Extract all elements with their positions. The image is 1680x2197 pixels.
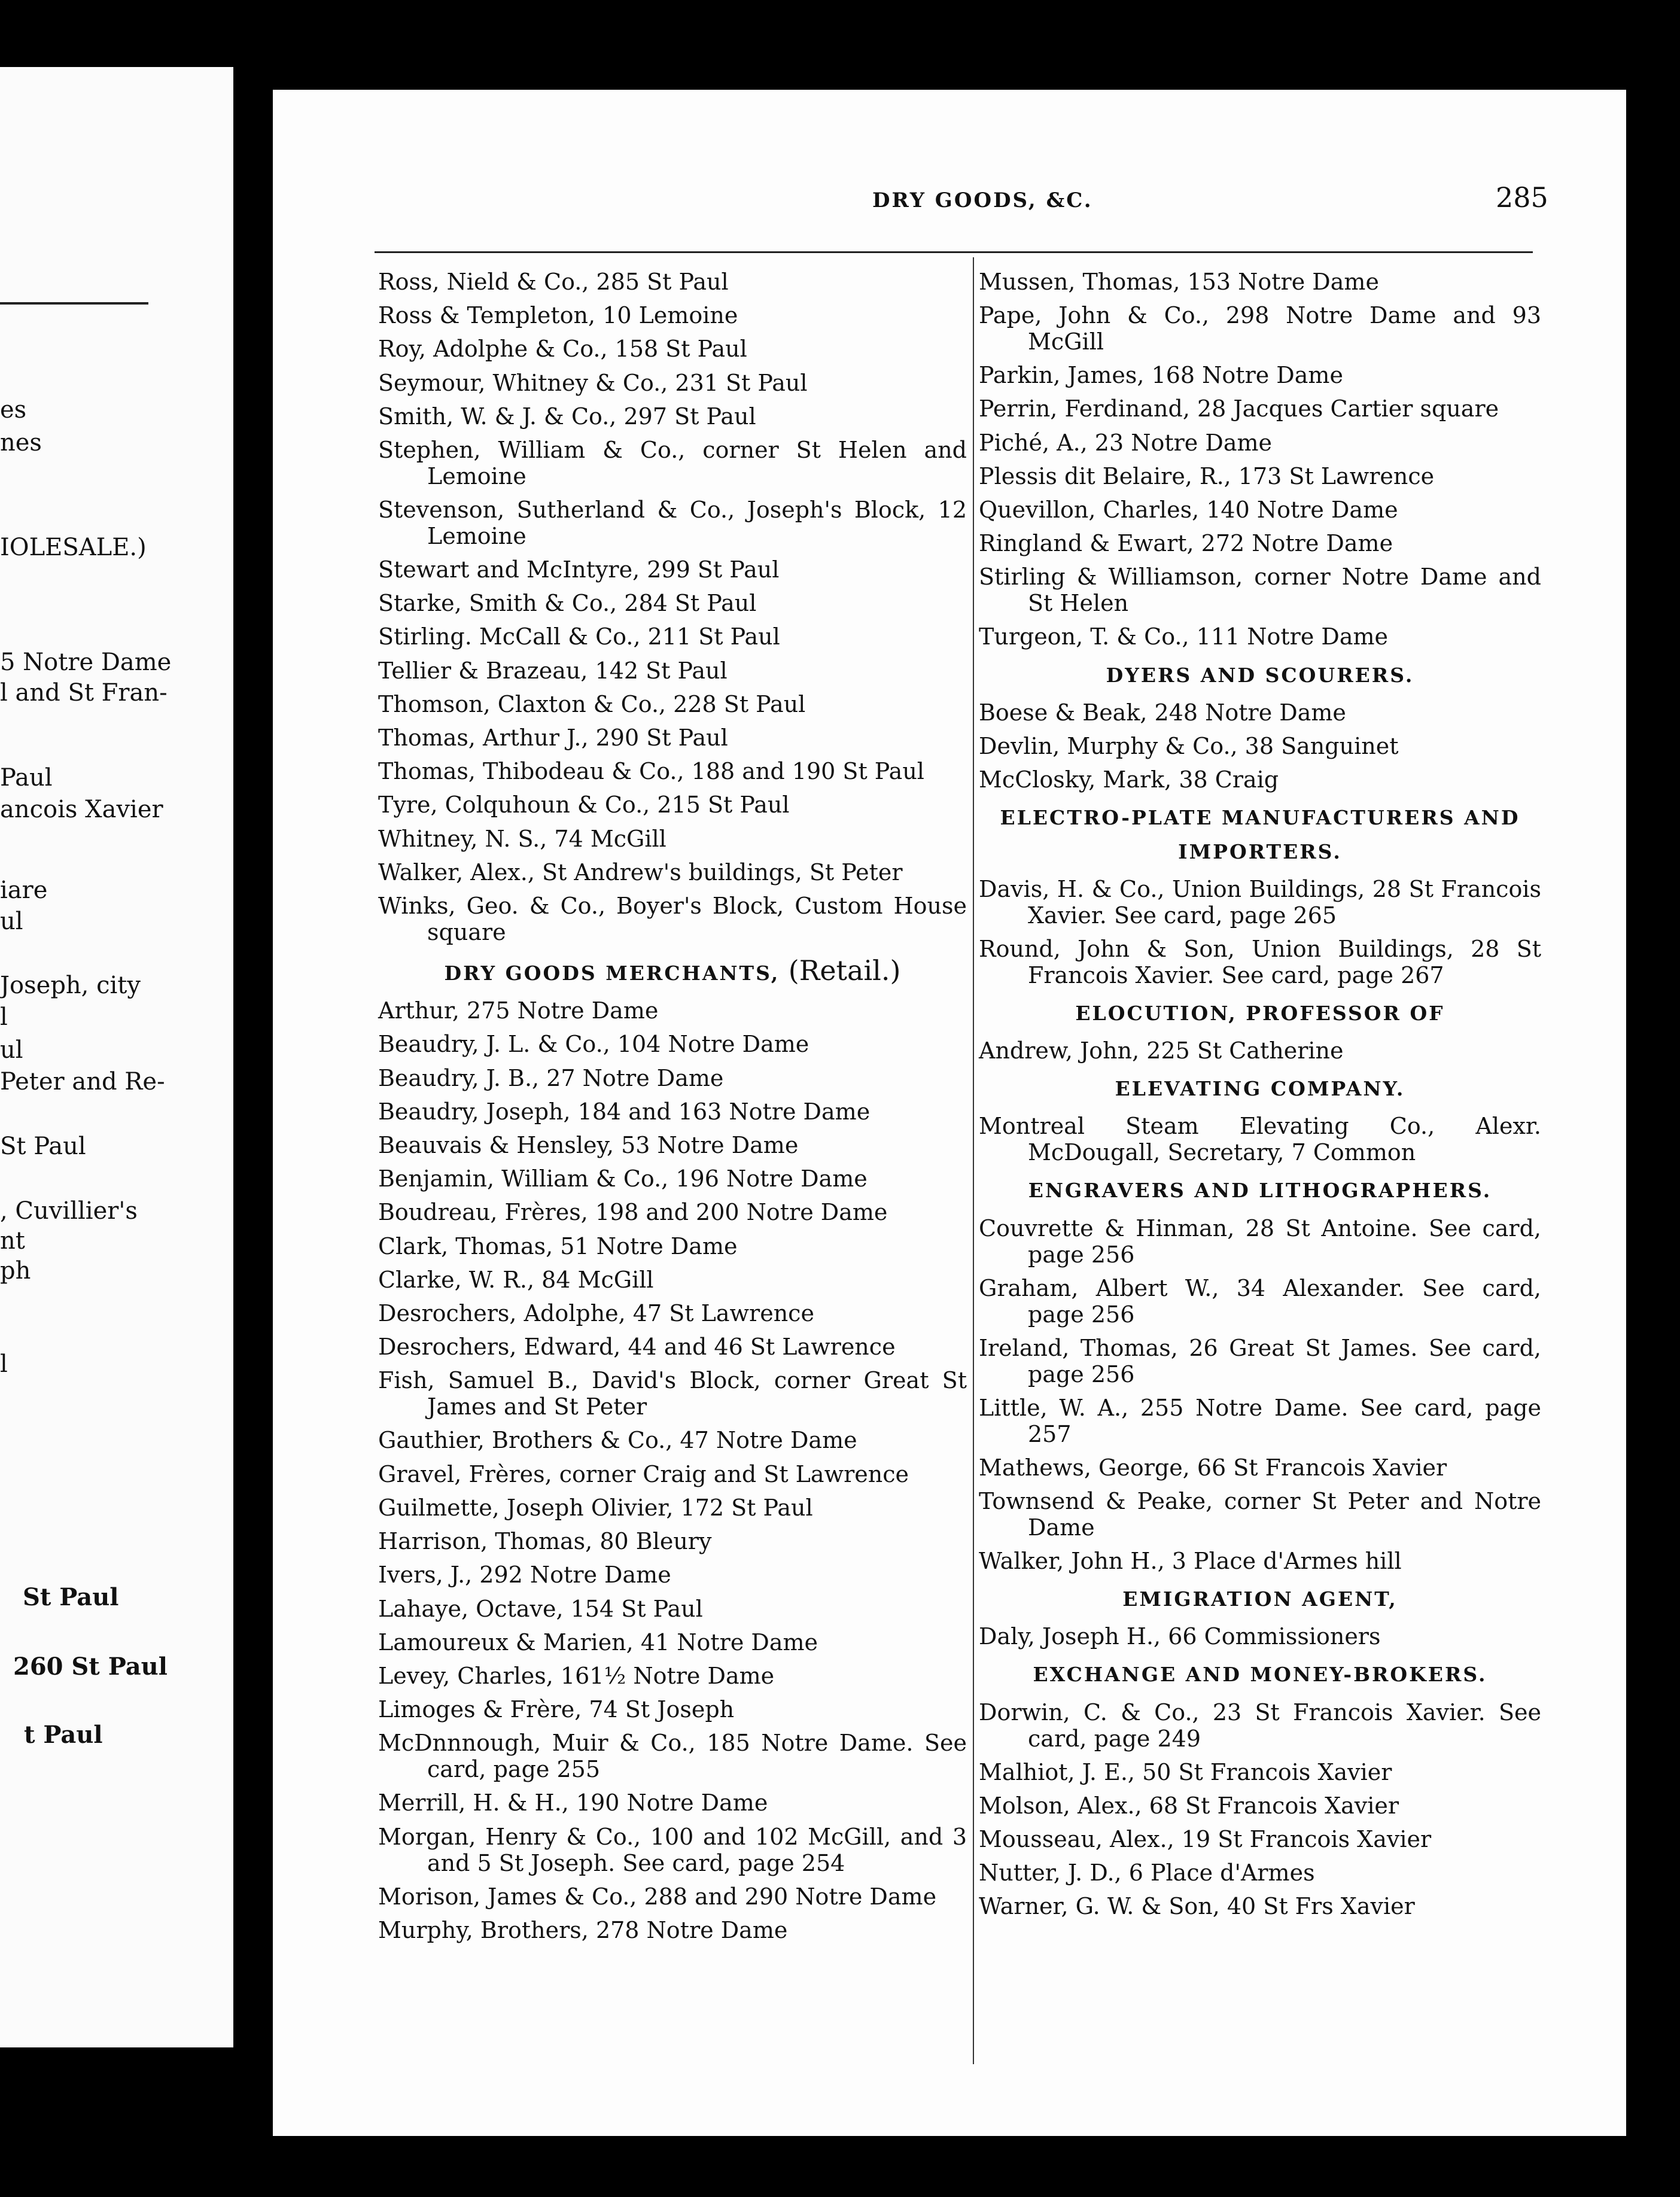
directory-entry: Thomson, Claxton & Co., 228 St Paul xyxy=(378,690,806,717)
left-page-fragment-line: ul xyxy=(0,1036,23,1064)
directory-entry: Perrin, Ferdinand, 28 Jacques Cartier square xyxy=(979,395,1499,422)
directory-entry: Tellier & Brazeau, 142 St Paul xyxy=(378,657,728,684)
section-heading-text: ELEVATING COMPANY. xyxy=(1115,1077,1405,1101)
directory-entry: Limoges & Frère, 74 St Joseph xyxy=(378,1696,735,1723)
directory-entry: Thomas, Arthur J., 290 St Paul xyxy=(378,725,728,751)
header-rule xyxy=(375,251,1533,253)
directory-entry: Seymour, Whitney & Co., 231 St Paul xyxy=(378,369,808,396)
directory-entry: Andrew, John, 225 St Catherine xyxy=(979,1037,1344,1064)
left-page-fragment-line: es xyxy=(0,396,27,424)
directory-entry: Gauthier, Brothers & Co., 47 Notre Dame xyxy=(378,1427,857,1454)
left-page-fragment-line: l xyxy=(0,1350,8,1378)
section-heading-text: EXCHANGE AND MONEY-BROKERS. xyxy=(1033,1663,1487,1687)
running-head: DRY GOODS, &C. xyxy=(872,188,1093,212)
directory-entry: Quevillon, Charles, 140 Notre Dame xyxy=(979,497,1398,524)
directory-entry: Nutter, J. D., 6 Place d'Armes xyxy=(979,1860,1315,1886)
section-heading-text: ENGRAVERS AND LITHOGRAPHERS. xyxy=(1028,1179,1492,1203)
section-heading-suffix: (Retail.) xyxy=(788,954,901,987)
directory-entry: Guilmette, Joseph Olivier, 172 St Paul xyxy=(378,1494,813,1521)
left-page-fragment-line: nt xyxy=(0,1227,25,1255)
directory-entry: Pape, John & Co., 298 Notre Dame and 93 McGill xyxy=(979,302,1541,355)
section-heading xyxy=(378,949,967,994)
directory-entry: Stevenson, Sutherland & Co., Joseph's Block, 12 Lemoine xyxy=(378,497,967,550)
left-page-fragment-line: Paul xyxy=(0,764,53,792)
left-page-fragment xyxy=(0,67,233,2047)
left-page-fragment-line: St Paul xyxy=(23,1583,119,1611)
directory-entry: Fish, Samuel B., David's Block, corner Great St James and St Peter xyxy=(378,1367,967,1420)
directory-entry: Ivers, J., 292 Notre Dame xyxy=(378,1562,671,1589)
directory-entry: Montreal Steam Elevating Co., Alexr. McDougall, Secretary, 7 Common xyxy=(979,1113,1541,1166)
directory-entry: Townsend & Peake, corner St Peter and Notre Dame xyxy=(979,1487,1541,1541)
directory-entry: Turgeon, T. & Co., 111 Notre Dame xyxy=(979,623,1389,650)
directory-entry: Beaudry, Joseph, 184 and 163 Notre Dame xyxy=(378,1098,871,1125)
directory-entry: Mussen, Thomas, 153 Notre Dame xyxy=(979,269,1379,295)
directory-entry: Dorwin, C. & Co., 23 St Francois Xavier. See card, page 249 xyxy=(979,1699,1541,1752)
directory-entry: Daly, Joseph H., 66 Commissioners xyxy=(979,1623,1381,1650)
column-divider xyxy=(973,257,974,2064)
left-page-fragment-line: ul xyxy=(0,908,23,935)
directory-entry: Lahaye, Octave, 154 St Paul xyxy=(378,1595,703,1622)
left-page-fragment-line: Peter and Re- xyxy=(0,1068,165,1096)
directory-entry: Stirling. McCall & Co., 211 St Paul xyxy=(378,623,780,650)
directory-entry: Mousseau, Alex., 19 St Francois Xavier xyxy=(979,1826,1432,1853)
directory-entry: Graham, Albert W., 34 Alexander. See card, page 256 xyxy=(979,1274,1541,1328)
directory-entry: Boese & Beak, 248 Notre Dame xyxy=(979,699,1346,726)
left-page-fragment-line: Joseph, city xyxy=(0,972,141,999)
directory-entry: Walker, John H., 3 Place d'Armes hill xyxy=(979,1547,1402,1574)
directory-entry: Walker, Alex., St Andrew's buildings, St Peter xyxy=(378,859,903,886)
section-heading xyxy=(979,654,1541,696)
left-column xyxy=(378,265,967,1947)
directory-entry: Morgan, Henry & Co., 100 and 102 McGill, and 3 and 5 St Joseph. See card, page 254 xyxy=(378,1823,967,1876)
section-heading-text: EMIGRATION AGENT, xyxy=(1122,1587,1398,1611)
section-heading xyxy=(979,1169,1541,1211)
left-page-fragment-line: nes xyxy=(0,429,42,457)
directory-entry: Ross & Templeton, 10 Lemoine xyxy=(378,302,738,329)
directory-entry: Smith, W. & J. & Co., 297 St Paul xyxy=(378,403,756,430)
directory-entry: McDnnnough, Muir & Co., 185 Notre Dame. See card, page 255 xyxy=(378,1730,967,1783)
section-heading-text: ELECTRO-PLATE MANUFACTURERS AND IMPORTERS. xyxy=(1000,806,1520,863)
directory-entry: Desrochers, Adolphe, 47 St Lawrence xyxy=(378,1300,814,1327)
directory-entry: Thomas, Thibodeau & Co., 188 and 190 St Paul xyxy=(378,758,924,785)
directory-entry: Mathews, George, 66 St Francois Xavier xyxy=(979,1454,1447,1481)
directory-entry: Molson, Alex., 68 St Francois Xavier xyxy=(979,1792,1399,1819)
directory-entry: Round, John & Son, Union Buildings, 28 St Francois Xavier. See card, page 267 xyxy=(979,935,1541,988)
directory-entry: Starke, Smith & Co., 284 St Paul xyxy=(378,590,757,617)
directory-entry: Couvrette & Hinman, 28 St Antoine. See card, page 256 xyxy=(979,1215,1541,1268)
directory-entry: Stewart and McIntyre, 299 St Paul xyxy=(378,556,780,583)
directory-entry: Plessis dit Belaire, R., 173 St Lawrence xyxy=(979,462,1435,489)
directory-entry: Beaudry, J. B., 27 Notre Dame xyxy=(378,1064,724,1091)
directory-entry: Morison, James & Co., 288 and 290 Notre Dame xyxy=(378,1883,937,1910)
directory-entry: Malhiot, J. E., 50 St Francois Xavier xyxy=(979,1758,1392,1785)
directory-entry: Winks, Geo. & Co., Boyer's Block, Custom House square xyxy=(378,893,967,946)
directory-entry: Levey, Charles, 161½ Notre Dame xyxy=(378,1662,775,1689)
directory-entry: Beauvais & Hensley, 53 Notre Dame xyxy=(378,1132,799,1159)
directory-entry: Roy, Adolphe & Co., 158 St Paul xyxy=(378,336,747,363)
directory-entry: Ross, Nield & Co., 285 St Paul xyxy=(378,269,729,295)
section-heading-text: ELOCUTION, PROFESSOR OF xyxy=(1075,1001,1445,1025)
directory-entry: McClosky, Mark, 38 Craig xyxy=(979,766,1279,793)
directory-entry: Stirling & Williamson, corner Notre Dame and St Helen xyxy=(979,564,1541,617)
left-page-fragment-line: St Paul xyxy=(0,1133,86,1160)
directory-entry: Davis, H. & Co., Union Buildings, 28 St Francois Xavier. See card, page 265 xyxy=(979,875,1541,929)
directory-entry: Tyre, Colquhoun & Co., 215 St Paul xyxy=(378,792,790,818)
section-heading xyxy=(979,1067,1541,1109)
directory-entry: Boudreau, Frères, 198 and 200 Notre Dame xyxy=(378,1199,888,1226)
left-page-fragment-line: iare xyxy=(0,877,48,904)
directory-entry: Whitney, N. S., 74 McGill xyxy=(378,825,666,852)
left-page-fragment-line: t Paul xyxy=(24,1721,103,1749)
directory-entry: Lamoureux & Marien, 41 Notre Dame xyxy=(378,1629,818,1656)
section-heading-text: DYERS AND SCOURERS. xyxy=(1106,663,1414,687)
section-heading xyxy=(979,1653,1541,1695)
directory-entry: Piché, A., 23 Notre Dame xyxy=(979,429,1273,456)
directory-entry: Murphy, Brothers, 278 Notre Dame xyxy=(378,1916,788,1943)
directory-entry: Benjamin, William & Co., 196 Notre Dame xyxy=(378,1166,868,1192)
right-column xyxy=(979,265,1541,1924)
directory-entry: Beaudry, J. L. & Co., 104 Notre Dame xyxy=(378,1031,809,1058)
left-page-fragment-line: 5 Notre Dame xyxy=(0,649,172,676)
section-heading xyxy=(979,796,1541,872)
directory-entry: Stephen, William & Co., corner St Helen and Lemoine xyxy=(378,437,967,490)
left-page-rule xyxy=(0,302,148,305)
directory-entry: Parkin, James, 168 Notre Dame xyxy=(979,362,1343,389)
section-heading xyxy=(979,1578,1541,1620)
directory-entry: Arthur, 275 Notre Dame xyxy=(378,997,659,1024)
directory-entry: Gravel, Frères, corner Craig and St Lawrence xyxy=(378,1460,909,1487)
page-number: 285 xyxy=(1496,181,1548,214)
left-page-fragment-line: l xyxy=(0,1003,8,1031)
directory-entry: Merrill, H. & H., 190 Notre Dame xyxy=(378,1790,768,1816)
left-page-fragment-line: l and St Fran- xyxy=(0,679,168,707)
directory-entry: Harrison, Thomas, 80 Bleury xyxy=(378,1528,712,1555)
left-page-fragment-line: 260 St Paul xyxy=(13,1653,168,1681)
directory-entry: Desrochers, Edward, 44 and 46 St Lawrence xyxy=(378,1334,896,1361)
directory-entry: Devlin, Murphy & Co., 38 Sanguinet xyxy=(979,733,1399,760)
left-page-fragment-line: , Cuvillier's xyxy=(0,1197,138,1225)
directory-entry: Warner, G. W. & Son, 40 St Frs Xavier xyxy=(979,1893,1415,1920)
directory-entry: Clark, Thomas, 51 Notre Dame xyxy=(378,1233,738,1259)
section-heading-text: DRY GOODS MERCHANTS, xyxy=(444,961,780,985)
directory-page xyxy=(273,90,1626,2136)
directory-entry: Ireland, Thomas, 26 Great St James. See card, page 256 xyxy=(979,1334,1541,1387)
directory-entry: Clarke, W. R., 84 McGill xyxy=(378,1266,654,1293)
directory-entry: Little, W. A., 255 Notre Dame. See card, page 257 xyxy=(979,1394,1541,1447)
left-page-fragment-line: IOLESALE.) xyxy=(0,534,147,561)
left-page-fragment-line: ancois Xavier xyxy=(0,796,163,823)
left-page-fragment-line: ph xyxy=(0,1257,31,1285)
directory-entry: Ringland & Ewart, 272 Notre Dame xyxy=(979,530,1393,557)
section-heading xyxy=(979,992,1541,1034)
